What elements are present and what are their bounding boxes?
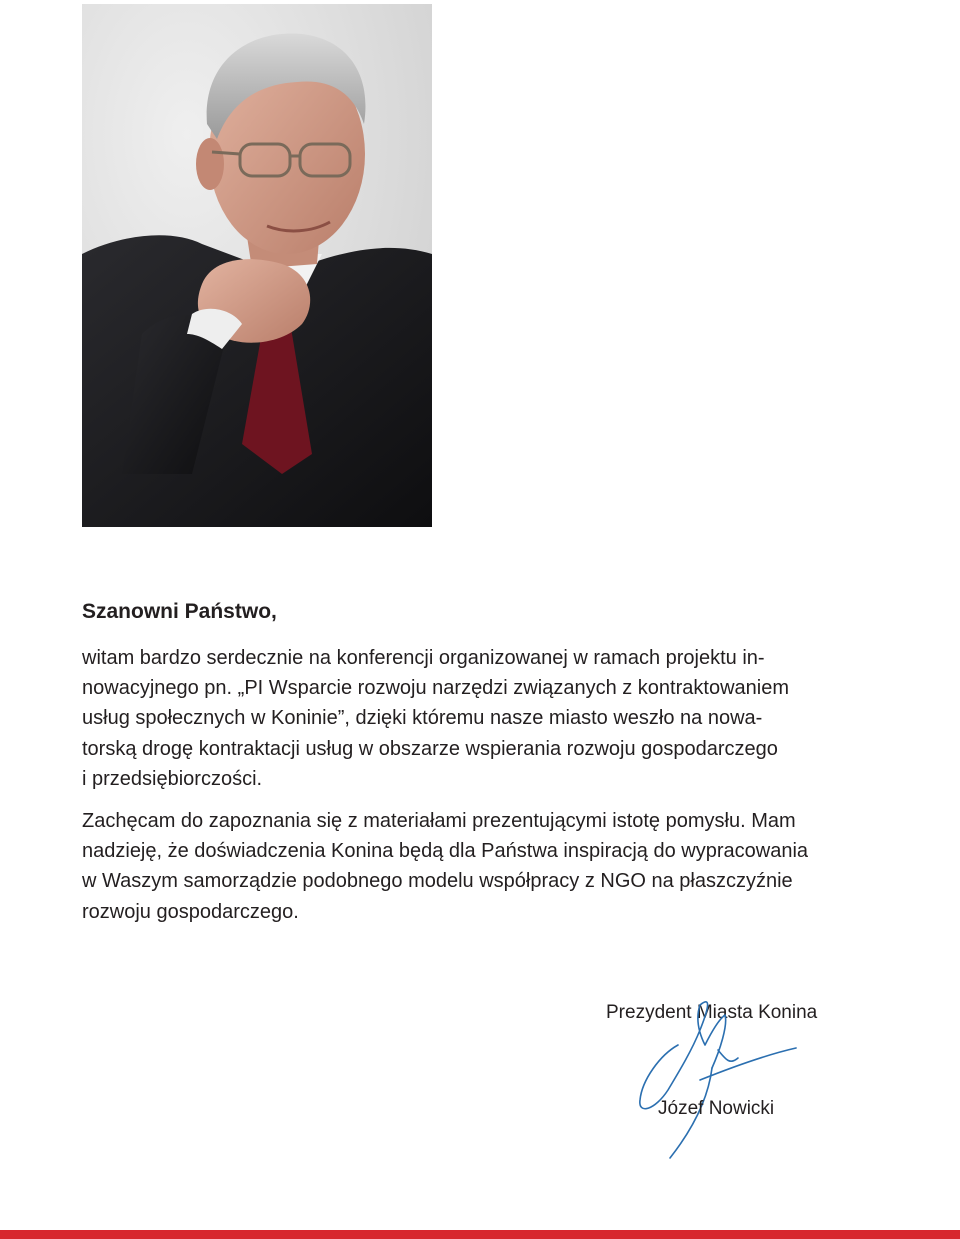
- signatory-name: Józef Nowicki: [658, 1098, 775, 1119]
- signature-block: [600, 990, 860, 1170]
- letter-greeting: Szanowni Państwo,: [82, 600, 277, 623]
- bottom-accent-bar: [0, 1230, 960, 1239]
- letter-paragraph-2: Zachęcam do zapoznania się z materiałami prezentującymi istotę pomysłu. Mam nadzieję, że doświadczenia Konina będą dla Państwa inspiracją do wypracowania w Waszym samorządzie podobnego modelu współpracy z NGO na płaszczyźnie rozwoju gospodarczego.: [82, 810, 809, 923]
- letter-paragraph-1: witam bardzo serdecznie na konferencji organizowanej w ramach projektu in- nowacyjnego pn. „PI Wsparcie rozwoju narzędzi związanych z kontraktowaniem usług społecznych w Koninie”, dzięki któremu nasze miasto weszło na nowa- torską drogę kontraktacji usług w obszarze wspierania rozwoju gospodarczego i przedsiębiorczości.: [82, 647, 789, 790]
- portrait-photo: [82, 4, 432, 527]
- signatory-title: Prezydent Miasta Konina: [606, 1002, 818, 1023]
- handwritten-signature: [600, 990, 860, 1170]
